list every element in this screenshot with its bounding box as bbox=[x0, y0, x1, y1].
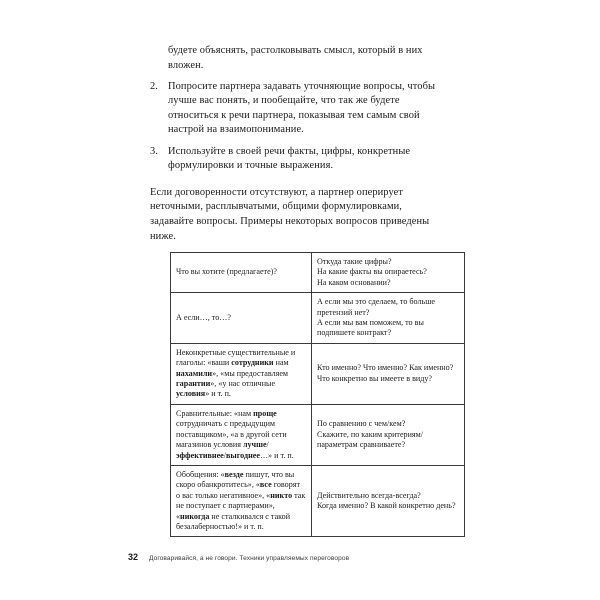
table-cell-statement: А если…, то…? bbox=[171, 293, 312, 344]
continued-paragraph: будете объяснять, растолковывать смысл, который в них вложен. bbox=[168, 45, 423, 71]
table-row bbox=[171, 253, 465, 293]
list-item-text: Используйте в своей речи факты, цифры, конкретные формулировки и точные выражения. bbox=[168, 145, 411, 172]
table-row bbox=[171, 404, 465, 465]
questions-table-body bbox=[171, 253, 465, 537]
table-cell-question: Действительно всегда-всегда? Когда именно? В какой конкретно день? bbox=[312, 465, 465, 536]
running-head: Договаривайся, а не говори. Техники управляемых переговоров bbox=[149, 555, 350, 562]
table-cell-statement: Сравнительные: «нам проще сотрудничать с предыдущим поставщиком», «а в другой сети магазинов условия лучше/эффективнее/выгоднее…» и т. п. bbox=[171, 404, 312, 465]
questions-table-wrapper bbox=[170, 252, 456, 537]
closing-paragraph: Если договоренности отсутствуют, а партнер оперирует неточными, расплывчатыми, общими формулировками, задавайте вопросы. Примеры некоторых вопросов приведены ниже. bbox=[150, 186, 430, 242]
list-item-number: 2. bbox=[150, 80, 159, 92]
list-item-text: Попросите партнера задавать уточняющие вопросы, чтобы лучше вас понять, и пообещайте, что так же будете относиться к речи партнера, показывая тем самым свой настрой на взаимопонимание. bbox=[168, 80, 436, 136]
page-footer bbox=[128, 552, 458, 562]
table-cell-statement: Обобщения: «везде пишут, что вы скоро обанкротитесь», «все говорят о вас только негативное», «никто так не поступает с партнерами», «никогда не сталкивался с такой безалаберностью!» и т. п. bbox=[171, 465, 312, 536]
numbered-list bbox=[150, 80, 446, 174]
table-cell-statement: Что вы хотите (предлагаете)? bbox=[171, 253, 312, 293]
page-body-content bbox=[150, 44, 446, 244]
list-item bbox=[150, 145, 446, 174]
table-row bbox=[171, 343, 465, 404]
table-row bbox=[171, 293, 465, 344]
table-cell-question: По сравнению с чем/кем? Скажите, по каким критериям/параметрам сравниваете? bbox=[312, 404, 465, 465]
table-cell-question: Откуда такие цифры? На какие факты вы опираетесь? На каком основании? bbox=[312, 253, 465, 293]
questions-table bbox=[170, 252, 465, 537]
list-item-number: 3. bbox=[150, 145, 159, 157]
table-cell-statement: Неконкретные существительные и глаголы: «ваши сотрудники нам нахамили», «мы предоставляем гарантии», «у нас отличные условия» и т. п. bbox=[171, 343, 312, 404]
table-cell-question: Кто именно? Что именно? Как именно? Что конкретно вы имеете в виду? bbox=[312, 343, 465, 404]
table-cell-question: А если мы это сделаем, то больше претензий нет? А если мы вам поможем, то вы подпишете контракт? bbox=[312, 293, 465, 344]
list-item bbox=[150, 80, 446, 138]
page-number: 32 bbox=[128, 552, 139, 562]
table-row bbox=[171, 465, 465, 536]
